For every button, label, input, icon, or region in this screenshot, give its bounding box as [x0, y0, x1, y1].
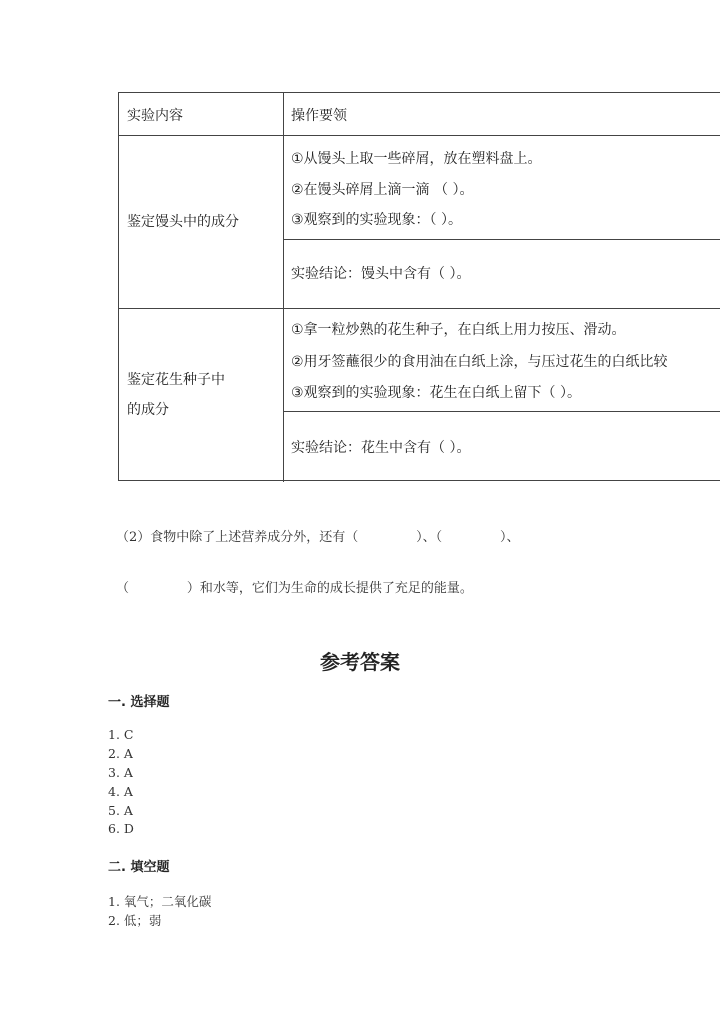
row1-step3: ③观察到的实验现象：（ ）。	[291, 212, 463, 228]
answer-item: 5. A	[108, 803, 133, 818]
row-divider	[119, 308, 720, 309]
answer-item: 1. 氧气；二氧化碳	[108, 894, 212, 909]
row1-content: 鉴定馒头中的成分	[127, 214, 239, 230]
question2-line1: （2）食物中除了上述营养成分外，还有（ ）、（ ）、	[116, 530, 520, 545]
row2-step2: ②用牙签蘸很少的食用油在白纸上涂，与压过花生的白纸比较	[291, 354, 668, 370]
row2-content-line2: 的成分	[127, 402, 169, 418]
row1-sub-divider	[283, 239, 720, 240]
column-divider	[283, 93, 284, 482]
row2-step1: ①拿一粒炒熟的花生种子，在白纸上用力按压、滑动。	[291, 322, 626, 338]
row1-step1: ①从馒头上取一些碎屑，放在塑料盘上。	[291, 151, 542, 167]
row2-conclusion: 实验结论：花生中含有（ ）。	[291, 440, 471, 456]
header-experiment-content: 实验内容	[127, 108, 183, 124]
question2-line2: （ ）和水等，它们为生命的成长提供了充足的能量。	[116, 581, 473, 596]
experiment-table	[118, 92, 720, 481]
answer-item: 6. D	[108, 821, 134, 836]
row1-step2: ②在馒头碎屑上滴一滴 （ ）。	[291, 182, 474, 198]
row1-conclusion: 实验结论：馒头中含有（ ）。	[291, 266, 471, 282]
row2-step3: ③观察到的实验现象：花生在白纸上留下（ ）。	[291, 385, 581, 401]
answer-item: 3. A	[108, 765, 133, 780]
section2-heading: 二. 填空题	[108, 860, 170, 875]
answer-item: 2. 低；弱	[108, 913, 162, 928]
answers-title: 参考答案	[320, 650, 400, 674]
answer-item: 1. C	[108, 727, 134, 742]
row2-content-line1: 鉴定花生种子中	[127, 372, 225, 388]
section1-heading: 一. 选择题	[108, 695, 170, 710]
answer-item: 4. A	[108, 784, 133, 799]
answer-item: 2. A	[108, 746, 133, 761]
row2-sub-divider	[283, 411, 720, 412]
table-header-row	[119, 93, 720, 136]
header-operation-points: 操作要领	[291, 108, 347, 124]
